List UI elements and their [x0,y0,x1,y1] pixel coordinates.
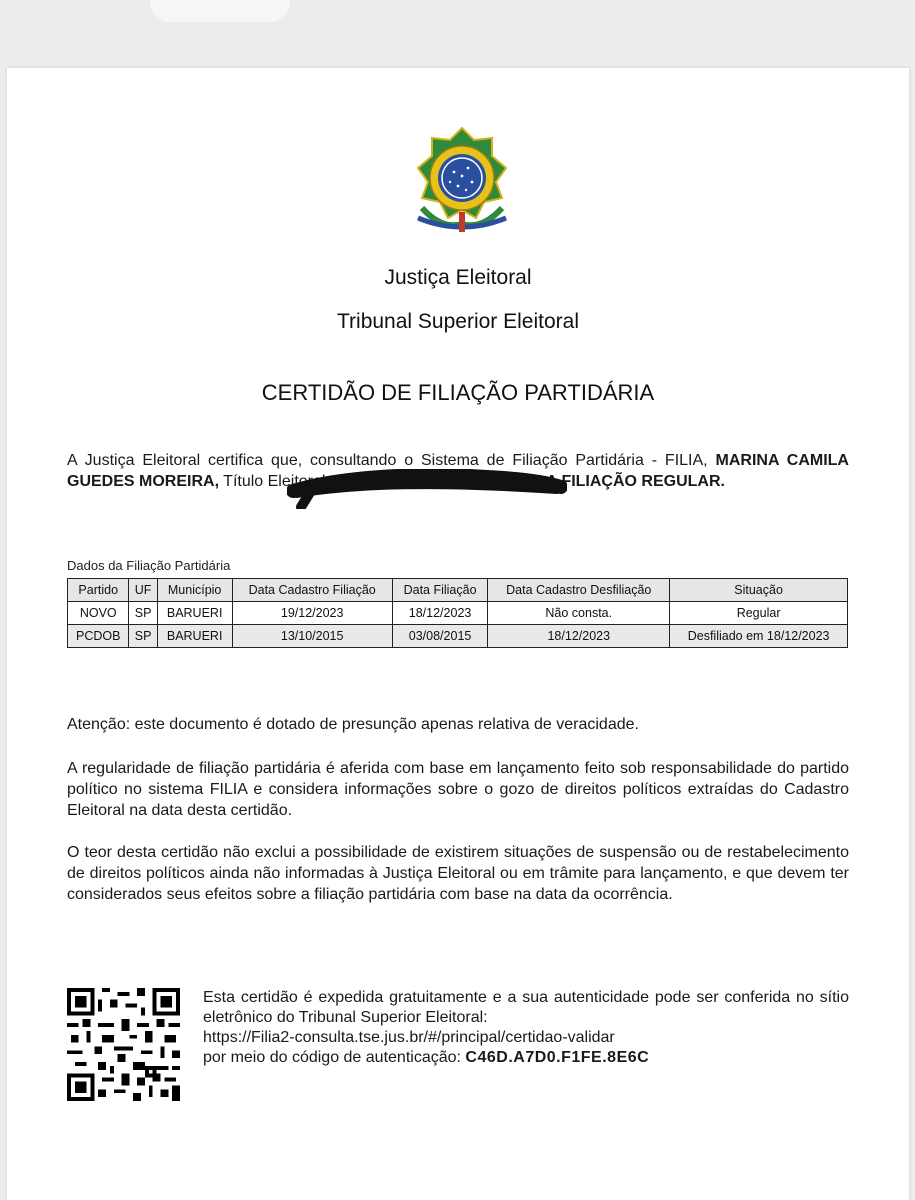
table-cell: PCDOB [68,625,129,648]
table-cell: 18/12/2023 [488,625,670,648]
footer-text: Esta certidão é expedida gratuitamente e a sua autenticidade pode ser conferida no sítio eletrônico do Tribunal Superior Eleitoral: [203,989,849,1026]
table-cell: 18/12/2023 [392,602,488,625]
code-label: por meio do código de autenticação: [203,1049,461,1066]
top-blur [150,0,290,22]
table-cell: NOVO [68,602,129,625]
table-cell: BARUERI [157,602,232,625]
table-row [68,625,848,648]
table-cell: Regular [670,602,848,625]
affiliate-name: MARINA CAMILA GUEDES MOREIRA, [67,452,849,490]
redaction-scribble [287,469,567,509]
certification-intro: A Justiça Eleitoral certifica que, consultando o Sistema de Filiação Partidária - FILIA, [67,452,708,469]
tribunal-name: Tribunal Superior Eleitoral [336,310,579,333]
affiliation-table [67,578,848,648]
title-number: 3304 6369 0116, [334,473,454,490]
col-data-cadastro-desfiliacao: Data Cadastro Desfiliação [488,579,670,602]
document-title: CERTIDÃO DE FILIAÇÃO PARTIDÁRIA [261,380,655,405]
col-municipio: Município [157,579,232,602]
col-situacao: Situação [670,579,848,602]
table-cell: 19/12/2023 [232,602,392,625]
attention-note: Atenção: este documento é dotado de presunção apenas relativa de veracidade. [67,716,639,733]
table-caption: Dados da Filiação Partidária [67,558,231,573]
table-cell: 03/08/2015 [392,625,488,648]
table-cell: SP [129,625,157,648]
table-cell: SP [129,602,157,625]
affiliation-status: ESTÁ COM A FILIAÇÃO REGULAR. [457,473,725,490]
authentication-code: C46D.A7D0.F1FE.8E6C [465,1049,650,1066]
table-cell: Não consta. [488,602,670,625]
qr-code-icon [67,988,180,1101]
col-data-cadastro-filiacao: Data Cadastro Filiação [232,579,392,602]
table-cell: Desfiliado em 18/12/2023 [670,625,848,648]
certificate-page [7,68,909,1200]
authentication-footer [203,988,849,1068]
authentication-line [203,1048,849,1068]
content-note: O teor desta certidão não exclui a possibilidade de existirem situações de suspensão ou de restabelecimento de direitos políticos ainda não informadas à Justiça Eleitoral ou em trâmite para lançamento, e que devem ter considerados seus efeitos sobre a filiação partidária com base na data da ocorrência. [67,844,849,903]
title-label: Título Eleitoral: [223,473,330,490]
table-cell: 13/10/2015 [232,625,392,648]
validation-url[interactable]: https://Filia2-consulta.tse.jus.br/#/principal/certidao-validar [203,1029,615,1046]
brazil-coat-of-arms-icon [405,126,519,240]
col-partido: Partido [68,579,129,602]
table-cell: BARUERI [157,625,232,648]
regularity-note: A regularidade de filiação partidária é aferida com base em lançamento feito sob responsabilidade do partido político no sistema FILIA e considera informações sobre o gozo de direitos políticos extraídas do Cadastro Eleitoral na data desta certidão. [67,760,849,819]
court-name: Justiça Eleitoral [384,266,532,289]
col-data-filiacao: Data Filiação [392,579,488,602]
col-uf: UF [129,579,157,602]
table-header-row [68,579,848,602]
table-row [68,602,848,625]
